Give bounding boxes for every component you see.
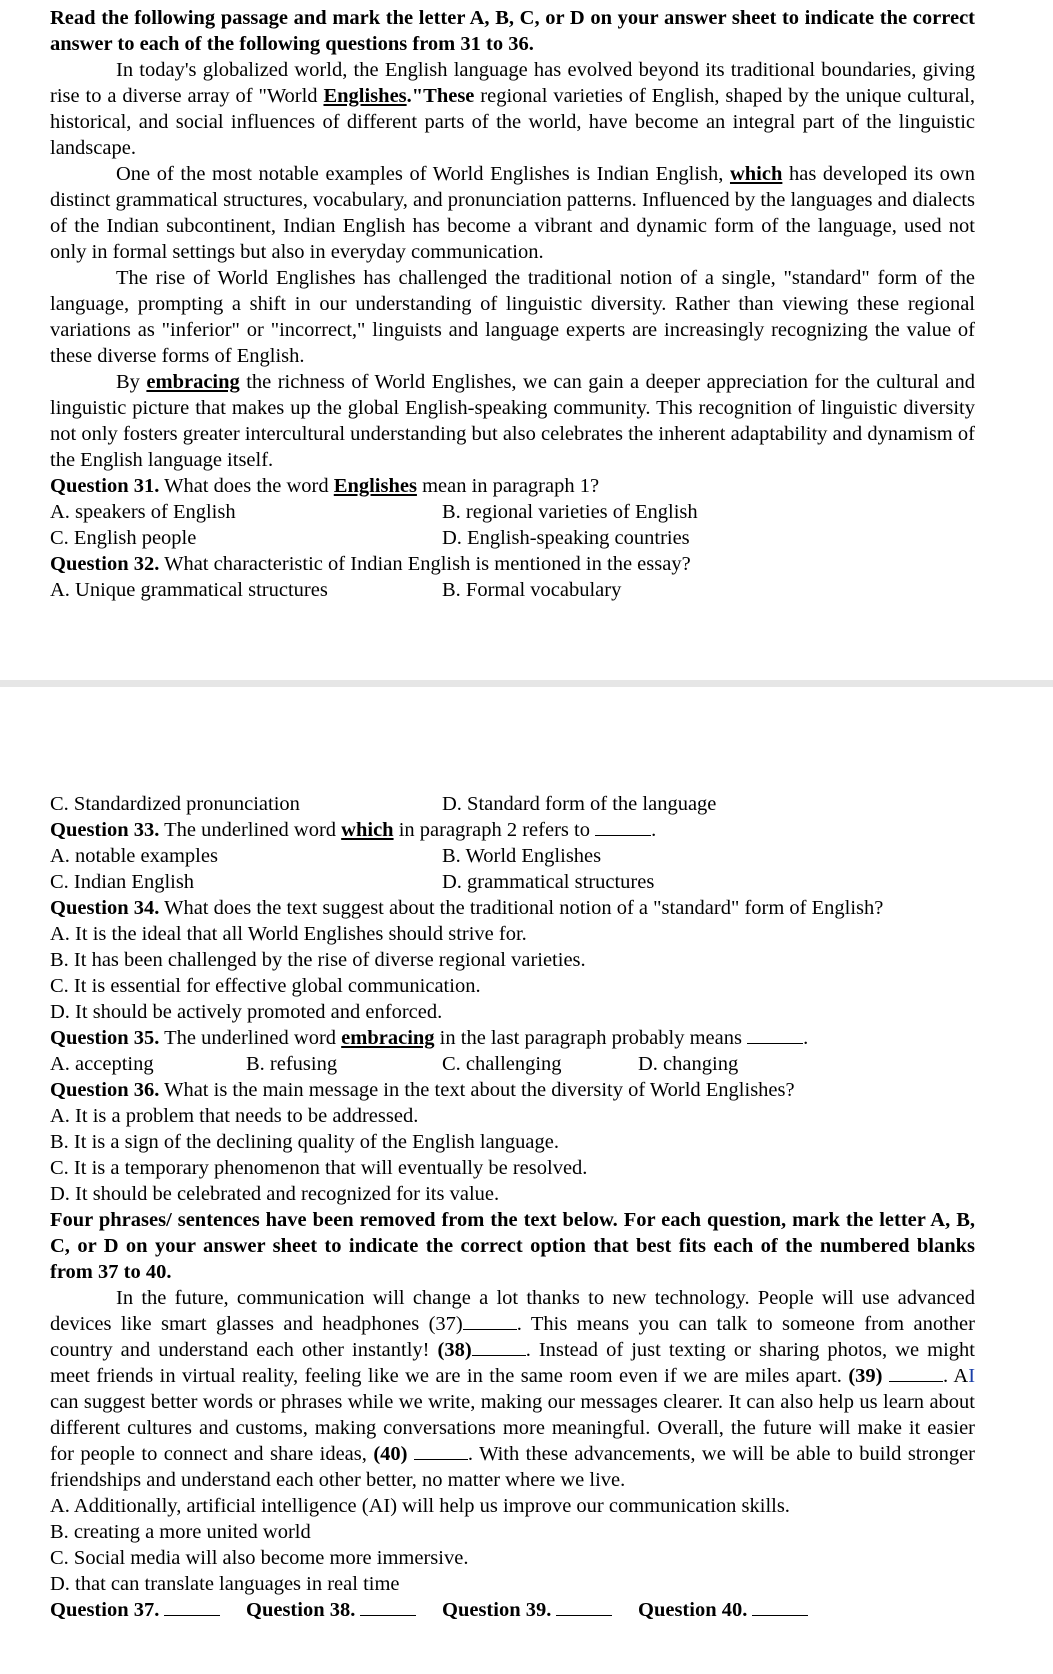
q32-option-d: D. Standard form of the language <box>442 793 717 815</box>
instruction-37-40: Four phrases/ sentences have been removed from the text below. For each question, mark the letter A, B, C, or D on your answer sheet to indicate the correct option that best fits each of the numbered blanks from 37 to 40. <box>50 1209 975 1283</box>
q35-option-c: C. challenging <box>442 1053 562 1075</box>
answer-39: Question 39. <box>442 1597 638 1623</box>
q32-options-row-1 <box>50 577 975 603</box>
q36-option-a: A. It is a problem that needs to be addressed. <box>50 1105 419 1127</box>
q35-option-b: B. refusing <box>246 1053 338 1075</box>
q33-options-row-1 <box>50 843 975 869</box>
passage-paragraph-4: By embracing the richness of World Englishes, we can gain a deeper appreciation for the cultural and linguistic picture that makes up the global English-speaking community. This recognition of linguistic diversity not only fosters greater intercultural understanding but also celebrates the inherent adaptability and dynamism of the English language itself. <box>50 371 975 471</box>
page-top <box>50 5 975 603</box>
q33-option-d: D. grammatical structures <box>442 871 655 893</box>
q36-option-d: D. It should be celebrated and recognized for its value. <box>50 1183 500 1205</box>
q33-option-b: B. World Englishes <box>442 845 602 867</box>
passage-paragraph-1: In today's globalized world, the English language has evolved beyond its traditional boundaries, giving rise to a diverse array of "World Englishes."These regional varieties of English, shaped by the unique cultural, historical, and social influences of different parts of the world, have become an integral part of the linguistic landscape. <box>50 59 976 159</box>
question-36: Question 36. What is the main message in the text about the diversity of World Englishes? <box>50 1079 795 1101</box>
q31-options-row-2 <box>50 525 975 551</box>
q31-options-row-1 <box>50 499 975 525</box>
page-divider <box>0 680 1053 687</box>
q33-options-row-2 <box>50 869 975 895</box>
q33-option-c: C. Indian English <box>50 871 195 893</box>
q32-options-row-2 <box>50 791 975 817</box>
underlined-which: which <box>729 163 783 185</box>
answer-40: Question 40. <box>638 1597 822 1623</box>
q35-options-row <box>50 1051 975 1077</box>
q35-option-a: A. accepting <box>50 1053 154 1075</box>
instruction-31-36: Read the following passage and mark the letter A, B, C, or D on your answer sheet to indicate the correct answer to each of the following questions from 31 to 36. <box>50 7 975 55</box>
question-35: Question 35. The underlined word embracing in the last paragraph probably means . <box>50 1027 809 1049</box>
underlined-embracing: embracing <box>146 371 240 393</box>
q36-option-c: C. It is a temporary phenomenon that will eventually be resolved. <box>50 1157 588 1179</box>
q35-option-d: D. changing <box>638 1053 739 1075</box>
answer-blank <box>595 817 651 836</box>
page-bottom <box>50 791 975 1623</box>
option-d-37-40: D. that can translate languages in real time <box>50 1573 400 1595</box>
q36-option-b: B. It is a sign of the declining quality of the English language. <box>50 1131 559 1153</box>
answer-38: Question 38. <box>246 1597 442 1623</box>
passage-paragraph-2: One of the most notable examples of World Englishes is Indian English, which has developed its own distinct grammatical structures, vocabulary, and pronunciation patterns. Influenced by the languages and dialects of the Indian subcontinent, Indian English has become a vibrant and dynamic form of the language, used not only in formal settings but also in everyday communication. <box>50 163 975 263</box>
question-33: Question 33. The underlined word which in paragraph 2 refers to . <box>50 819 657 841</box>
q31-option-a: A. speakers of English <box>50 501 236 523</box>
answer-line-37-40 <box>50 1597 975 1623</box>
passage-37-40: In the future, communication will change a lot thanks to new technology. People will use advanced devices like smart glasses and headphones (37) . This means you can talk to someone from another country and understand each other instantly! (38) . Instead of just texting or sharing photos, we might meet friends in virtual reality, feeling like we are in the same room even if we are miles apart. (39) . AI can suggest better words or phrases while we write, making our messages clearer. It can also help us learn about different cultures and customs, making conversations more meaningful. Overall, the future will make it easier for people to connect and share ideas, (40) . With these advancements, we will be able to build stronger friendships and understand each other better, no matter where we live. <box>50 1287 976 1491</box>
q34-option-c: C. It is essential for effective global communication. <box>50 975 481 997</box>
option-a-37-40: A. Additionally, artificial intelligence (AI) will help us improve our communication skills. <box>50 1495 790 1517</box>
blank-38 <box>472 1337 526 1356</box>
answer-37: Question 37. <box>50 1597 246 1623</box>
blank-39 <box>889 1363 943 1382</box>
question-31: Question 31. What does the word Englishes mean in paragraph 1? <box>50 475 600 497</box>
option-c-37-40: C. Social media will also become more immersive. <box>50 1547 469 1569</box>
passage-paragraph-3: The rise of World Englishes has challenged the traditional notion of a single, "standard" form of the language, prompting a shift in our understanding of linguistic diversity. Rather than viewing these regional variations as "inferior" or "incorrect," linguists and language experts are increasingly recognizing the value of these diverse forms of English. <box>50 267 975 367</box>
blank-40 <box>414 1441 468 1460</box>
q34-option-d: D. It should be actively promoted and enforced. <box>50 1001 443 1023</box>
q34-option-b: B. It has been challenged by the rise of diverse regional varieties. <box>50 949 586 971</box>
q32-option-a: A. Unique grammatical structures <box>50 579 328 601</box>
q31-option-c: C. English people <box>50 527 197 549</box>
q34-option-a: A. It is the ideal that all World Englishes should strive for. <box>50 923 527 945</box>
question-34: Question 34. What does the text suggest about the traditional notion of a "standard" form of English? <box>50 897 884 919</box>
q31-option-b: B. regional varieties of English <box>442 501 698 523</box>
blank-37 <box>463 1311 517 1330</box>
option-b-37-40: B. creating a more united world <box>50 1521 311 1543</box>
q33-option-a: A. notable examples <box>50 845 218 867</box>
q31-option-d: D. English-speaking countries <box>442 527 690 549</box>
question-32: Question 32. What characteristic of Indian English is mentioned in the essay? <box>50 553 691 575</box>
answer-blank <box>747 1025 803 1044</box>
q32-option-c: C. Standardized pronunciation <box>50 793 300 815</box>
underlined-englishes: Englishes <box>323 85 407 107</box>
q32-option-b: B. Formal vocabulary <box>442 579 622 601</box>
